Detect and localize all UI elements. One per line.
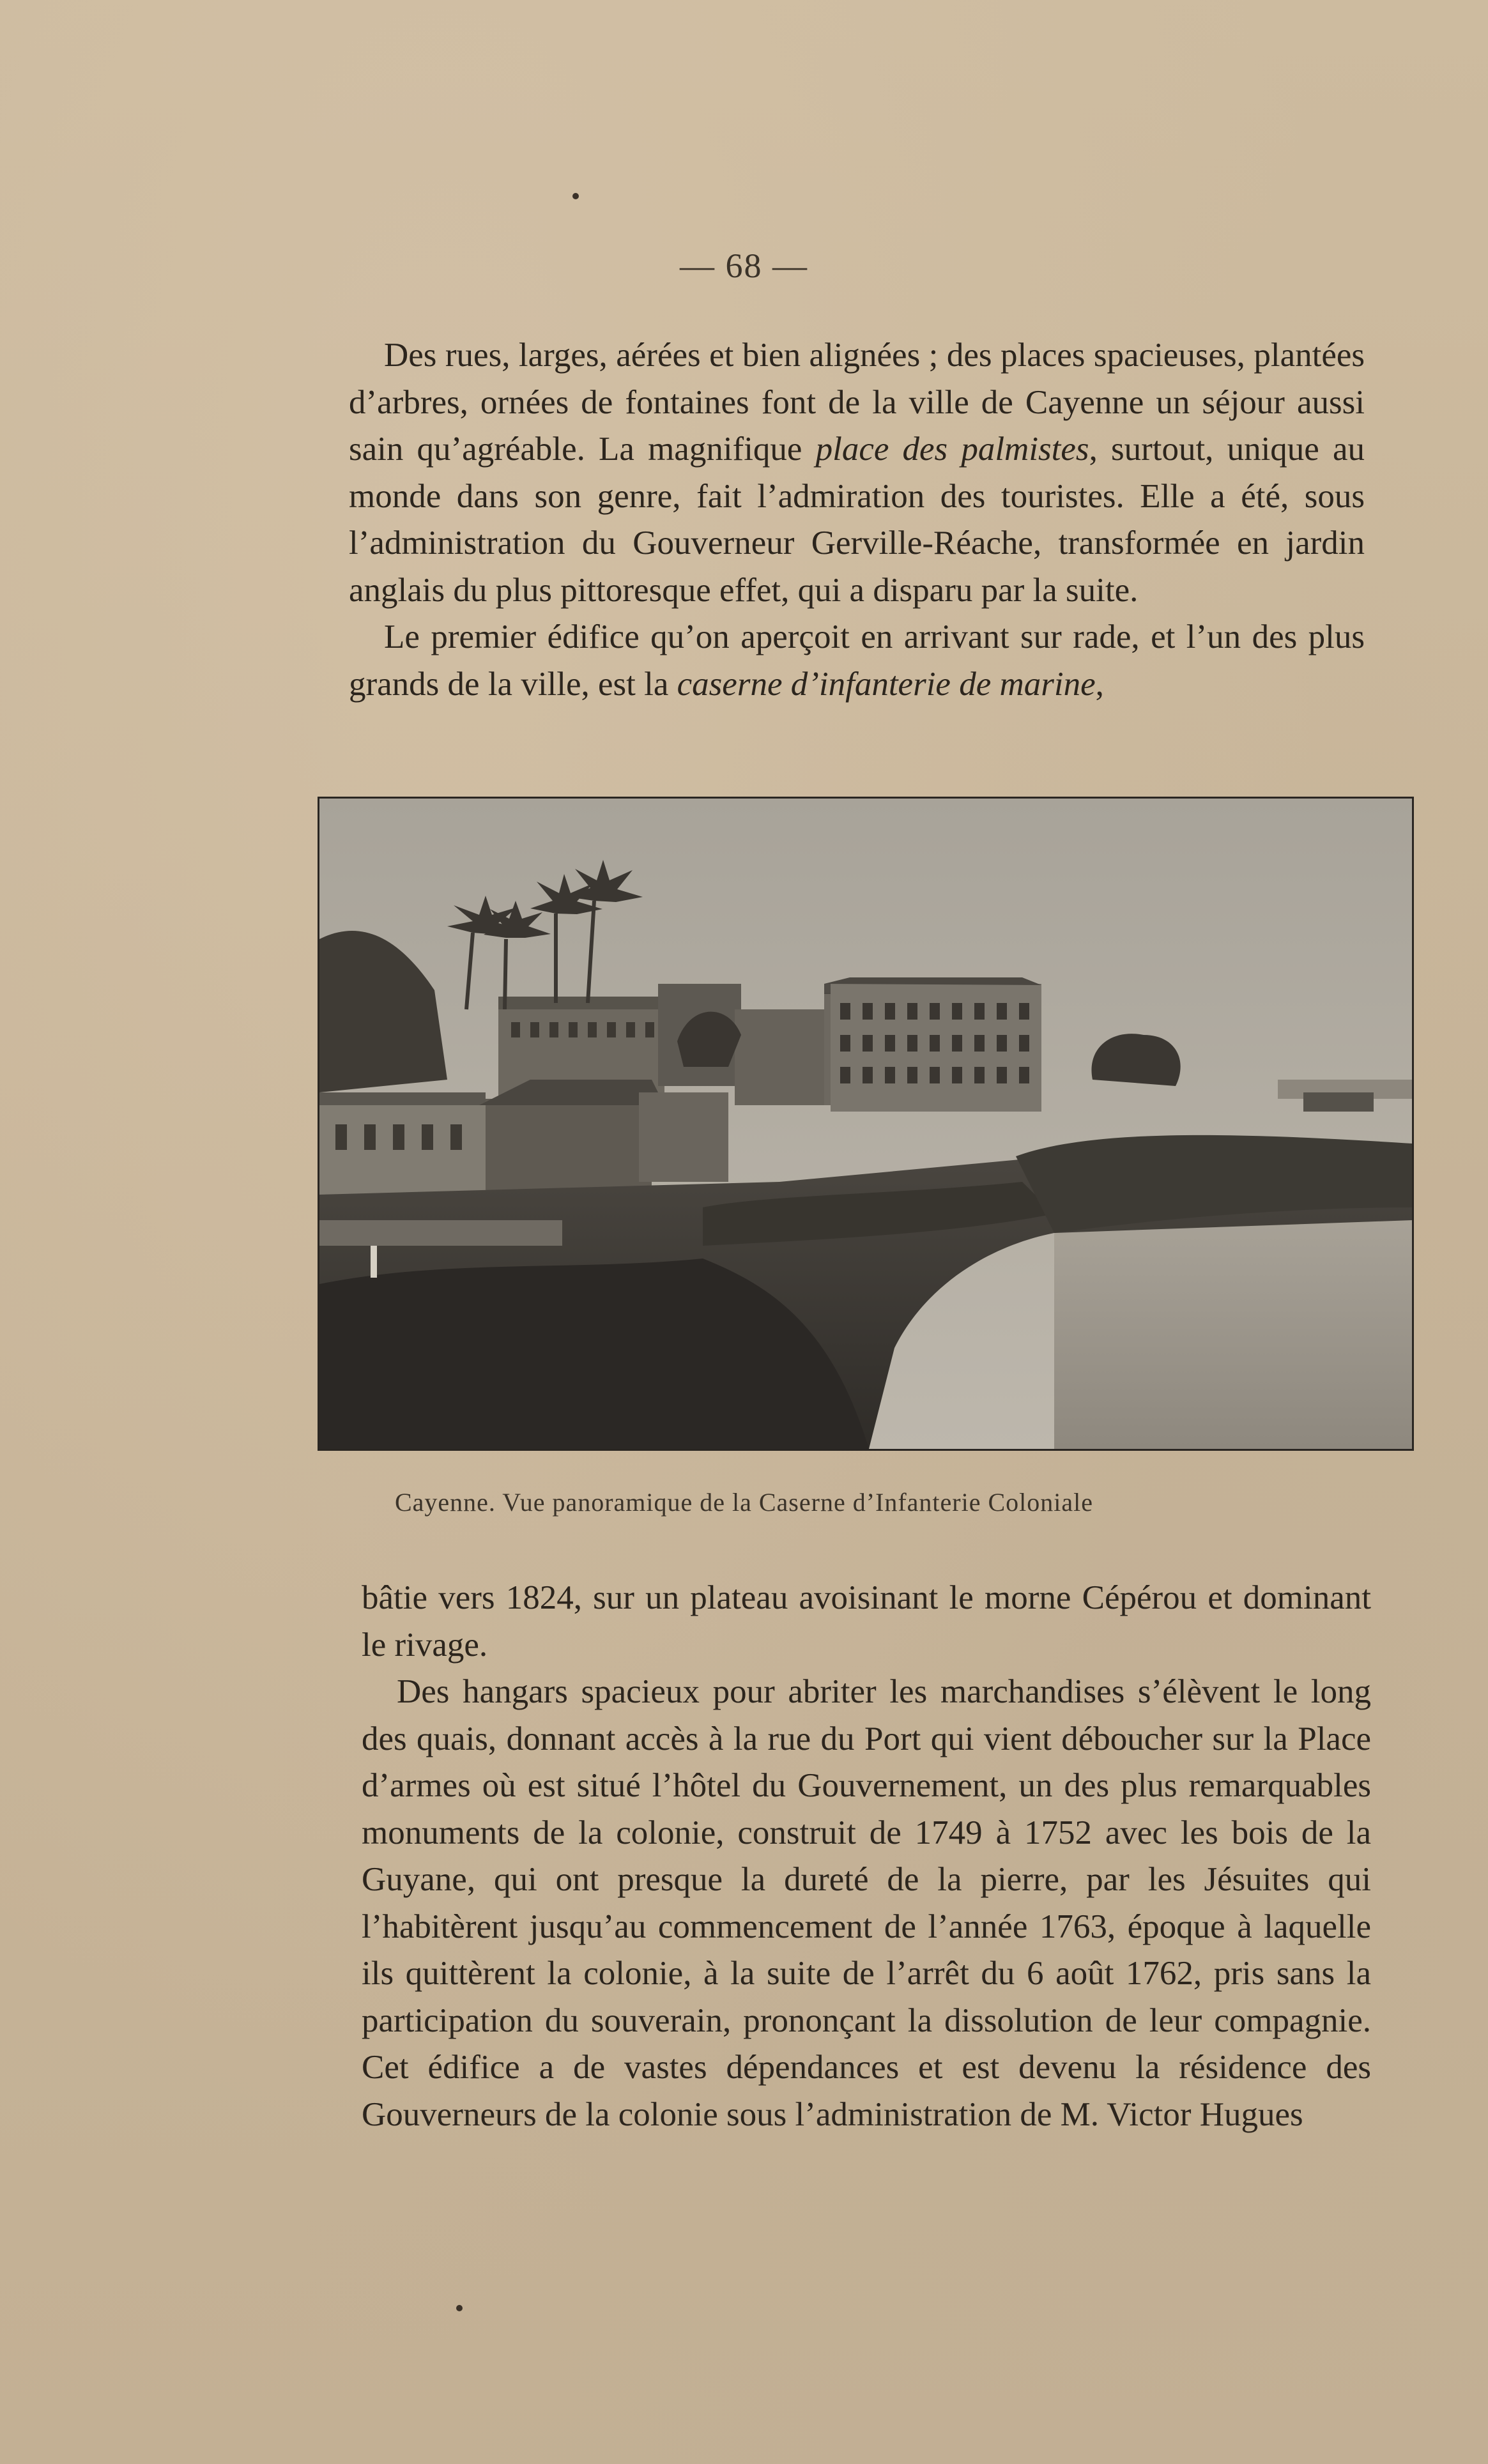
figure-caption: Cayenne. Vue panoramique de la Caserne d’Infanterie Coloniale bbox=[394, 1488, 1093, 1517]
text-block-top bbox=[349, 332, 1365, 708]
paragraph: Le premier édifice qu’on aperçoit en arrivant sur rade, et l’un des plus grands de la ville, est la caserne d’infanterie de marine, bbox=[349, 618, 1365, 703]
paragraph: bâtie vers 1824, sur un plateau avoisinant le morne Cépérou et dominant le rivage. bbox=[362, 1579, 1371, 1664]
barracks-photograph bbox=[318, 797, 1414, 1451]
ink-dot-bottom bbox=[456, 2305, 463, 2311]
text-block-bottom bbox=[362, 1575, 1371, 2138]
page-number: — 68 — bbox=[680, 247, 808, 285]
ink-dot-top bbox=[572, 193, 579, 199]
paragraph: Des hangars spacieux pour abriter les marchandises s’élèvent le long des quais, donnant accès à la rue du Port qui vient déboucher sur la Place d’armes où est situé l’hôtel du Gouvernement, un des plus remarquables monuments de la colonie, construit de 1749 à 1752 avec les bois de la Guyane, qui ont presque la dureté de la pierre, par les Jésuites qui l’habitèrent jusqu’au commencement de l’année 1763, époque à laquelle ils quittèrent la colonie, à la suite de l’arrêt du 6 août 1762, pris sans la participation du souverain, prononçant la dissolution de leur compagnie. Cet édifice a de vastes dépendances et est devenu la résidence des Gouverneurs de la colonie sous l’administration de M. Victor Hugues bbox=[362, 1673, 1371, 2133]
paragraph: Des rues, larges, aérées et bien alignées ; des places spacieuses, plantées d’arbres, ornées de fontaines font de la ville de Cayenne un séjour aussi sain qu’agréable. La magnifique place des palmistes, surtout, unique au monde dans son genre, fait l’admiration des touristes. Elle a été, sous l’administration du Gouverneur Gerville-Réache, transformée en jardin anglais du plus pittoresque effet, qui a disparu par la suite. bbox=[349, 337, 1365, 609]
barracks-photograph-image bbox=[319, 799, 1412, 1449]
